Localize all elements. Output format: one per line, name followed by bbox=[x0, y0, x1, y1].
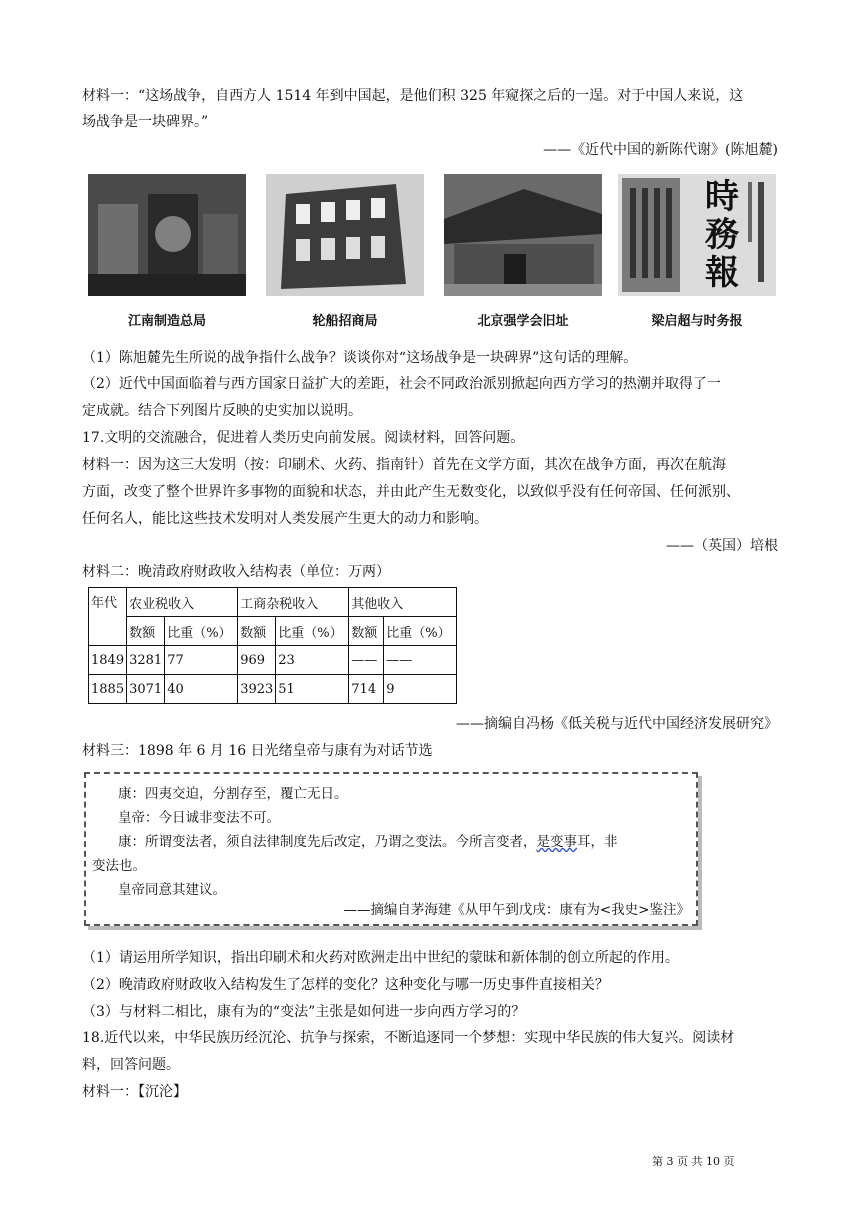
dialogue-box bbox=[84, 772, 698, 926]
photo-caption: 梁启超与时务报 bbox=[651, 314, 743, 329]
table-cell: 1885 bbox=[89, 675, 127, 704]
problem-17-material-1: 材料一：因为这三大发明（按：印刷术、火药、指南针）首先在文学方面，其次在战争方面，再次在航海 bbox=[82, 457, 726, 473]
photo-jiangnan-arsenal bbox=[88, 174, 246, 329]
table-subheader: 数额 bbox=[127, 617, 165, 646]
table-cell: 3281 bbox=[127, 646, 165, 675]
photo-merchants-steam bbox=[266, 174, 424, 329]
material-3-title: 材料三：1898 年 6 月 16 日光绪皇帝与康有为对话节选 bbox=[82, 743, 433, 759]
table-cell: 1849 bbox=[89, 646, 127, 675]
dialogue-line: 康：四夷交迫，分割存至，覆亡无日。 bbox=[118, 786, 348, 802]
photo-caption: 江南制造总局 bbox=[127, 314, 206, 329]
material-1-text: 材料一：“这场战争，自西方人 1514 年到中国起，是他们积 325 年窥探之后的一逞。对于中国人来说，这 bbox=[82, 88, 744, 104]
table-header-group: 农业税收入 bbox=[127, 588, 238, 617]
table-header-era: 年代 bbox=[89, 588, 127, 646]
problem-17-title: 17.文明的交流融合，促进着人类历史向前发展。阅读材料，回答问题。 bbox=[82, 430, 525, 446]
dialogue-underlined-text: 是变事 bbox=[536, 834, 577, 850]
table-cell: —— bbox=[349, 646, 384, 675]
problem-17-material-1-cont: 方面，改变了整个世界许多事物的面貌和状态，并由此产生无数变化，以致似乎没有任何帝国、任何派别、 bbox=[82, 484, 740, 500]
dialogue-line: 皇帝：今日诚非变法不可。 bbox=[118, 810, 280, 826]
question-2-cont: 定成就。结合下列图片反映的史实加以说明。 bbox=[82, 403, 362, 419]
table-header-group: 其他收入 bbox=[349, 588, 457, 617]
table-cell: 77 bbox=[165, 646, 238, 675]
problem-17-question-2: （2）晚清政府财政收入结构发生了怎样的变化？这种变化与哪一历史事件直接相关？ bbox=[82, 977, 609, 993]
problem-18-title-cont: 料，回答问题。 bbox=[82, 1057, 180, 1073]
table-cell: 969 bbox=[238, 646, 276, 675]
table-header-group: 工商杂税收入 bbox=[238, 588, 349, 617]
material-1-source: ——《近代中国的新陈代谢》(陈旭麓) bbox=[543, 142, 778, 158]
table-subheader-row bbox=[89, 617, 457, 646]
dialogue-text: 耳，非 bbox=[577, 834, 618, 850]
photo-image-building bbox=[266, 174, 424, 296]
table-cell: 3071 bbox=[127, 675, 165, 704]
problem-18-material-1: 材料一：【沉沦】 bbox=[82, 1084, 187, 1100]
photo-caption: 轮船招商局 bbox=[312, 314, 378, 329]
dialogue-line: 皇帝同意其建议。 bbox=[118, 882, 226, 898]
table-subheader: 数额 bbox=[349, 617, 384, 646]
newspaper-masthead: 時務報 bbox=[705, 177, 739, 293]
table-cell: 40 bbox=[165, 675, 238, 704]
photo-liang-qichao-newspaper bbox=[618, 174, 776, 329]
problem-18-title: 18.近代以来，中华民族历经沉沦、抗争与探索，不断追逐同一个梦想：实现中华民族的伟大复兴。阅读材 bbox=[82, 1030, 735, 1046]
table-cell: 23 bbox=[276, 646, 349, 675]
photo-caption: 北京强学会旧址 bbox=[477, 314, 569, 329]
page-footer: 第 3 页 共 10 页 bbox=[652, 1155, 735, 1168]
dialogue-line: 变法也。 bbox=[92, 858, 146, 874]
table-cell: 714 bbox=[349, 675, 384, 704]
table-cell: 9 bbox=[384, 675, 457, 704]
table-row bbox=[89, 675, 457, 704]
problem-17-question-1: （1）请运用所学知识，指出印刷术和火药对欧洲走出中世纪的蒙昧和新体制的创立所起的作用。 bbox=[82, 950, 679, 966]
question-2: （2）近代中国面临着与西方国家日益扩大的差距，社会不同政治派别掀起向西方学习的热潮并取得了一 bbox=[82, 376, 721, 392]
photo-image-old-house bbox=[444, 174, 602, 296]
material-2-title: 材料二：晚清政府财政收入结构表（单位：万两） bbox=[82, 564, 390, 580]
table-subheader: 比重（%） bbox=[384, 617, 457, 646]
table-cell: 51 bbox=[276, 675, 349, 704]
photo-qiangxuehui-site bbox=[444, 174, 602, 329]
problem-17-material-1-source: ——（英国）培根 bbox=[666, 538, 778, 554]
dialogue-text: 康：所谓变法者，须自法律制度先后改定，乃谓之变法。今所言变者， bbox=[118, 834, 537, 850]
table-header-row bbox=[89, 588, 457, 617]
photo-strip bbox=[88, 174, 772, 334]
question-1: （1）陈旭麓先生所说的战争指什么战争？谈谈你对“这场战争是一块碑界”这句话的理解。 bbox=[82, 350, 638, 366]
photo-image-factory bbox=[88, 174, 246, 296]
problem-17-question-3: （3）与材料二相比，康有为的“变法”主张是如何进一步向西方学习的？ bbox=[82, 1004, 526, 1020]
table-cell: —— bbox=[384, 646, 457, 675]
dialogue-source: ——摘编自茅海建《从甲午到戊戌：康有为<我史>鉴注》 bbox=[343, 902, 690, 918]
table-subheader: 比重（%） bbox=[276, 617, 349, 646]
material-2-source: ——摘编自冯杨《低关税与近代中国经济发展研究》 bbox=[456, 716, 778, 732]
table-cell: 3923 bbox=[238, 675, 276, 704]
dialogue-line bbox=[118, 832, 618, 852]
problem-17-material-1-cont2: 任何名人，能比这些技术发明对人类发展产生更大的动力和影响。 bbox=[82, 511, 488, 527]
table-row bbox=[89, 646, 457, 675]
material-1-text-cont: 场战争是一块碑界。” bbox=[82, 114, 209, 130]
table-subheader: 数额 bbox=[238, 617, 276, 646]
table-subheader: 比重（%） bbox=[165, 617, 238, 646]
finance-table bbox=[88, 587, 457, 704]
photo-image-newspaper bbox=[618, 174, 776, 296]
